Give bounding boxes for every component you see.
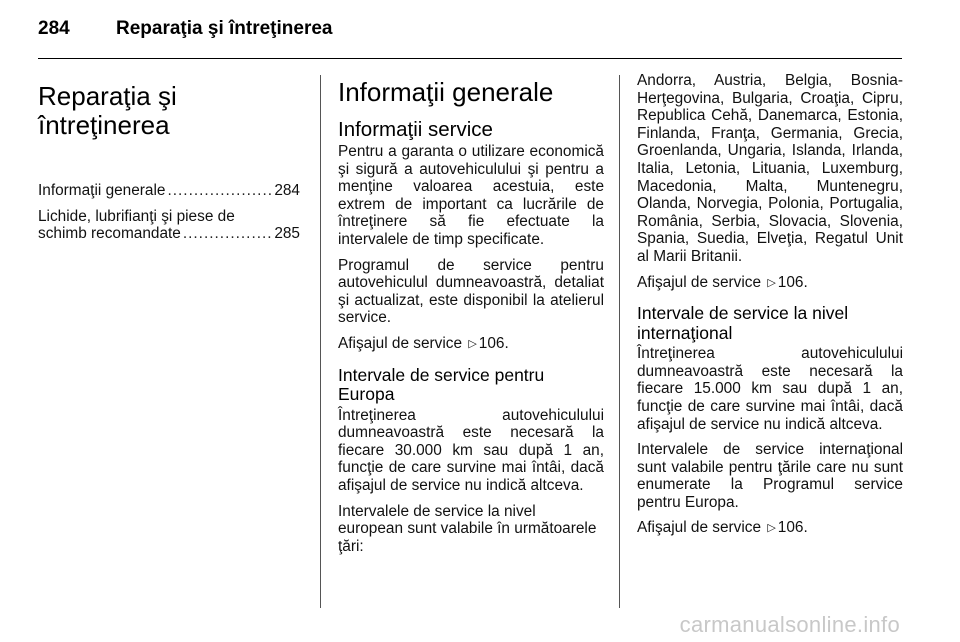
chapter-title: Reparaţia şi întreţinerea <box>38 81 177 140</box>
content-column-middle <box>338 72 604 563</box>
toc-entry-general-info[interactable] <box>38 182 300 200</box>
section-title: Informaţii generale <box>338 77 554 107</box>
column-divider-right <box>619 75 620 608</box>
arrow-right-outline-icon: ▷ <box>767 522 776 535</box>
watermark: carmanualsonline.info <box>679 612 900 637</box>
toc-entry-fluids[interactable] <box>38 208 300 243</box>
service-display-reference[interactable]: Afişajul de service ▷ 106. <box>637 273 808 291</box>
column-divider-left <box>320 75 321 608</box>
paragraph-international-interval: Întreţinerea autovehiculului dumneavoastră este necesară la fiecare 15.000 km sau după 1 an, funcţie de care survine mai întâi, dacă afişajul de service nu indică altceva. <box>637 345 903 433</box>
toc-entry-label: Lichide, lubrifianţi şi piese de <box>38 207 235 225</box>
toc-leader-dots <box>183 225 272 243</box>
toc-entry-page: 285 <box>274 225 300 243</box>
heading-europe-intervals: Intervale de service pentru Europa <box>338 364 545 405</box>
service-display-reference[interactable]: Afişajul de service ▷ 106. <box>637 519 808 537</box>
country-list: Andorra, Austria, Belgia, Bosnia-Herţegovina, Bulgaria, Croaţia, Cipru, Republica Cehă, Danemarca, Estonia, Finlanda, Franţa, Germania, Grecia, Groenlanda, Ungaria, Islanda, Irlanda, Italia, Letonia, Lituania, Luxemburg, Macedonia, Malta, Muntenegru, Olanda, Norvegia, Polonia, Portugalia, România, Serbia, Slovacia, Slovenia, Spania, Suedia, Elveţia, Regatul Unit al Marii Britanii. <box>637 72 903 265</box>
header-rule <box>38 58 902 59</box>
toc-column <box>38 72 300 251</box>
subsection-title: Informaţii service <box>338 118 493 141</box>
service-display-reference[interactable]: Afişajul de service ▷ 106. <box>338 334 509 352</box>
heading-international-intervals: Intervale de service la nivel internaţional <box>637 303 849 343</box>
paragraph-europe-interval: Întreţinerea autovehiculului dumneavoastră este necesară la fiecare 30.000 km sau după 1 an, funcţie de care survine mai întâi, dacă afişajul de service nu indică altceva. <box>338 406 604 494</box>
paragraph-service-program: Programul de service pentru autovehiculul dumneavoastră, detaliat şi actualizat, este disponibil la atelierul service. <box>338 256 604 327</box>
toc-entry-label-cont: schimb recomandate <box>38 225 181 243</box>
toc-entry-label: Informaţii generale <box>38 182 166 199</box>
toc-entry-page: 284 <box>274 182 300 199</box>
paragraph-intro: Pentru a garanta o utilizare economică şi sigură a autovehiculului şi pentru a menţine valoarea acestuia, este extrem de important ca lucrările de întreţinere să fie efectuate la intervalele de timp specificate. <box>338 143 604 248</box>
running-title: Reparaţia şi întreţinerea <box>116 18 333 39</box>
content-column-right <box>637 72 903 546</box>
page-header <box>38 14 332 44</box>
arrow-right-outline-icon: ▷ <box>468 337 477 350</box>
paragraph-europe-countries-intro: Intervalele de service la nivel european sunt valabile în următoarele ţări: <box>338 502 597 555</box>
toc-leader-dots <box>167 182 272 200</box>
paragraph-international-validity: Intervalele de service internaţional sunt valabile pentru ţările care nu sunt enumerate la Programul service pentru Europa. <box>637 441 903 511</box>
arrow-right-outline-icon: ▷ <box>767 276 776 289</box>
page-number: 284 <box>38 18 70 39</box>
